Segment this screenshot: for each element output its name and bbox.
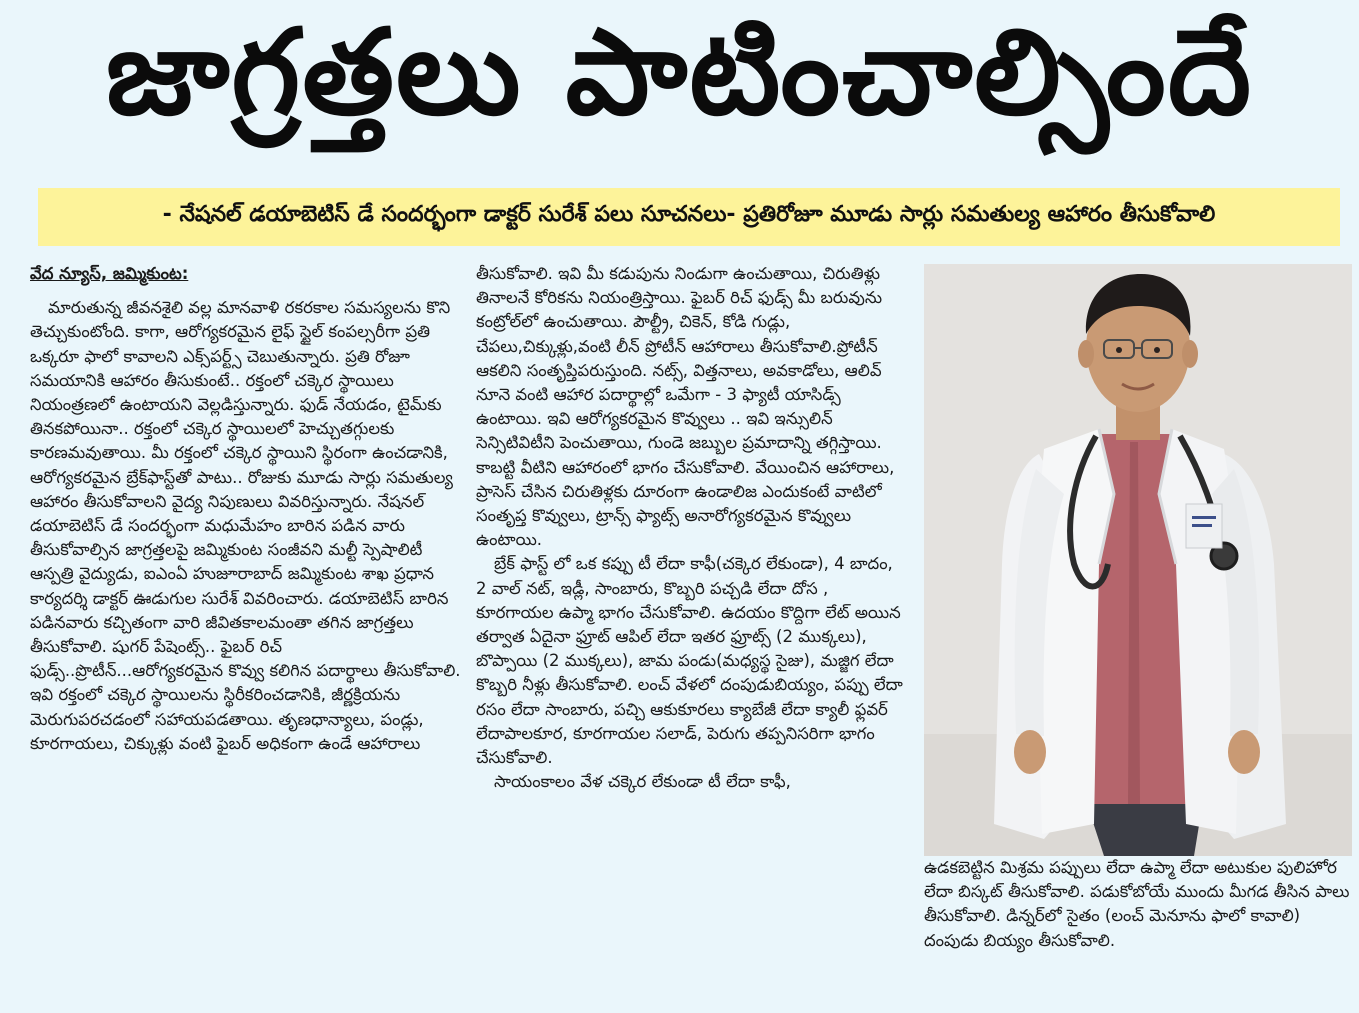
headline: జాగ్రత్తలు పాటించాల్సిందే <box>105 2 1254 141</box>
subheadline: - నేషనల్ డయాబెటిస్ డే సందర్భంగా డాక్టర్ సురేశ్ పలు సూచనలు- ప్రతిరోజూ మూడు సార్లు సమతుల్య ఆహారం తీసుకోవాలి <box>38 188 1340 246</box>
article-column-3 <box>924 856 1354 1006</box>
article-paragraph: బ్రేక్ ఫాస్ట్ లో ఒక కప్పు టీ లేదా కాఫీ(చక్కెర లేకుండా), 4 బాదం, 2 వాల్ నట్, ఇడ్లీ, సాంబారు, కొబ్బరి పచ్చడి లేదా దోస , కూరగాయల ఉప్మా భాగం చేసుకోవాలి. ఉదయం కొద్దిగా లేట్ అయిన తర్వాత ఏదైనా ఫ్రూట్ ఆపిల్ లేదా ఇతర ఫ్రూట్స్ (2 ముక్కలు), బొప్పాయి (2 ముక్కలు), జామ పండు(మధ్యస్థ సైజు), మజ్జిగ లేదా కొబ్బరి నీళ్లు తీసుకోవాలి. లంచ్ వేళలో దంపుడుబియ్యం, పప్పు లేదా రసం లేదా సాంబారు, పచ్చి ఆకుకూరలు క్యాబేజీ లేదా క్యాలీ ఫ్లవర్ లేదాపాలకూర, కూరగాయల సలాడ్, పెరుగు తప్పనిసరిగా భాగం చేసుకోవాలి. <box>476 554 903 768</box>
dateline: వేద న్యూస్, జమ్మికుంట: <box>30 264 189 283</box>
article-column-1 <box>30 262 470 1002</box>
article-paragraph: మారుతున్న జీవనశైలి వల్ల మానవాళి రకరకాల సమస్యలను కొని తెచ్చుకుంటోంది. కాగా, ఆరోగ్యకరమైన లైఫ్ స్టైల్ కంపల్సరీగా ప్రతి ఒక్కరూ ఫాలో కావాలని ఎక్స్‌పర్ట్స్ చెబుతున్నారు. ప్రతి రోజూ సమయానికి ఆహారం తీసుకుంటే.. రక్తంలో చక్కెర స్థాయిలు నియంత్రణలో ఉంటాయని వెల్లడిస్తున్నారు. ఫుడ్ నేయడం, టైమ్‌కు తినకపోయినా.. రక్తంలో చక్కెర స్థాయిలలో హెచ్చుతగ్గులకు కారణమవుతాయి. మీ రక్తంలో చక్కెర స్థాయిని స్థిరంగా ఉంచడానికి, ఆరోగ్యకరమైన బ్రేక్‌ఫాస్ట్‌తో పాటు.. రోజుకు మూడు సార్లు సమతుల్య ఆహారం తీసుకోవాలని వైద్య నిపుణులు వివరిస్తున్నారు. నేషనల్ డయాబెటిస్ డే సందర్భంగా మధుమేహం బారిన పడిన వారు తీసుకోవాల్సిన జాగ్రత్తలపై జమ్మికుంట సంజీవని మల్టీ స్పెషాలిటీ ఆస్పత్రి వైద్యుడు, ఐఎంఏ హుజూరాబాద్ జమ్మికుంట శాఖ ప్రధాన కార్యదర్శి డాక్టర్ ఊడుగుల సురేశ్ వివరించారు. డయాబెటిస్ బారిన పడినవారు కచ్చితంగా వారి జీవితకాలమంతా తగిన జాగ్రత్తలు తీసుకోవాలి. షుగర్ పేషెంట్స్.. ఫైబర్ రిచ్ ఫుడ్స్..ప్రొటీన్...ఆరోగ్యకరమైన కొవ్వు కలిగిన పదార్థాలు తీసుకోవాలి. ఇవి రక్తంలో చక్కెర స్థాయిలను స్థిరీకరించడానికి, జీర్ణక్రియను మెరుగుపరచడంలో సహాయపడతాయి. తృణధాన్యాలు, పండ్లు, కూరగాయలు, చిక్కుళ్లు వంటి ఫైబర్ అధికంగా ఉండే ఆహారాలు <box>30 298 461 753</box>
article-paragraph: తీసుకోవాలి. ఇవి మీ కడుపును నిండుగా ఉంచుతాయి, చిరుతిళ్లు తినాలనే కోరికను నియంత్రిస్తాయి. ఫైబర్ రిచ్ ఫుడ్స్ మీ బరువును కంట్రోల్‌లో ఉంచుతాయి. పౌల్ట్రీ, చికెన్, కోడి గుడ్లు, చేపలు,చిక్కుళ్లు,వంటి లీన్ ప్రోటీన్ ఆహారాలు తీసుకోవాలి.ప్రోటీన్ ఆకలిని సంతృప్తిపరుస్తుంది. నట్స్, విత్తనాలు, అవకాడోలు, ఆలివ్ నూనె వంటి ఆహార పదార్థాల్లో ఒమేగా - 3 ఫ్యాటీ యాసిడ్స్ ఉంటాయి. ఇవి ఆరోగ్యకరమైన కొవ్వులు .. ఇవి ఇన్సులిన్ సెన్సిటివిటీని పెంచుతాయి, గుండె జబ్బుల ప్రమాదాన్ని తగ్గిస్తాయి. కాబట్టి వీటిని ఆహారంలో భాగం చేసుకోవాలి. వేయించిన ఆహారాలు, ప్రాసెస్ చేసిన చిరుతిళ్లకు దూరంగా ఉండాలిజ ఎందుకంటే వాటిలో సంతృప్త కొవ్వులు, ట్రాన్స్ ఫ్యాట్స్ అనారోగ్యకరమైన కొవ్వులు ఉంటాయి. <box>476 264 895 550</box>
article-paragraph: సాయంకాలం వేళ చక్కెర లేకుండా టీ లేదా కాఫీ, <box>494 772 791 792</box>
doctor-portrait-icon <box>924 264 1352 856</box>
doctor-photo <box>924 264 1352 856</box>
article-paragraph: ఉడకబెట్టిన మిశ్రమ పప్పులు లేదా ఉప్మా లేదా అటుకుల పులిహోర లేదా బిస్కట్ తీసుకోవాలి. పడుకోబోయే ముందు మీగడ తీసిన పాలు తీసుకోవాలి. డిన్నర్‌లో సైతం (లంచ్ మెనూను ఫాలో కావాలి) దంపుడు బియ్యం తీసుకోవాలి. <box>924 858 1350 950</box>
article-column-2 <box>476 262 906 1002</box>
